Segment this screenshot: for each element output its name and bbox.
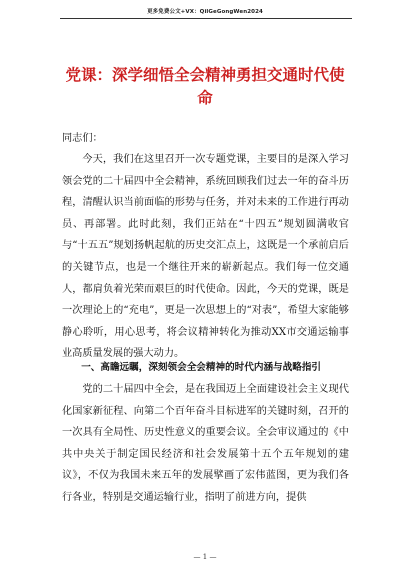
header-divider <box>60 18 352 19</box>
header-note: 更多免费公文+VX：QilGeGongWen2024 <box>147 9 263 15</box>
paragraph-section-1: 党的二十届四中全会，是在我国迈上全面建设社会主义现代化国家新征程、向第二个百年奋斗目标进军的关键时刻，召开的一次具有全局性、历史性意义的重要会议。全会审议通过的《中共中央关于制定国民经济和社会发展第十五个五年规划的建议》，不仅为我国未来五年的发展擘画了宏伟蓝图，更为我们各行各业，特别是交通运输行业，指明了前进方向，提供 <box>62 384 349 503</box>
salutation: 同志们： <box>62 133 103 144</box>
document-title: 党课：深学细悟全会精神勇担交通时代使命 <box>65 65 345 107</box>
paragraph-intro: 今天，我们在这里召开一次专题党课，主要目的是深入学习领会党的二十届四中全会精神，系统回顾我们过去一年的奋斗历程，清醒认识当前面临的形势与任务，并对未来的工作进行再动员、再部署。此时此刻，我们正站在“十四五”规划圆满收官与“十五五”规划扬帆起航的历史交汇点上，这既是一个承前启后的关键节点，也是一个继往开来的崭新起点。我们每一位交通人，都肩负着光荣而艰巨的时代使命。因此，今天的党课，既是一次理论上的“充电”，更是一次思想上的“对表”，希望大家能够静心聆听，用心思考，将会议精神转化为推动XX市交通运输事业高质量发展的强大动力。 <box>62 154 349 360</box>
page-number: — 1 — <box>193 553 217 561</box>
section-heading-1: 一、高瞻远瞩，深刻领会全会精神的时代内涵与战略指引 <box>81 362 322 373</box>
